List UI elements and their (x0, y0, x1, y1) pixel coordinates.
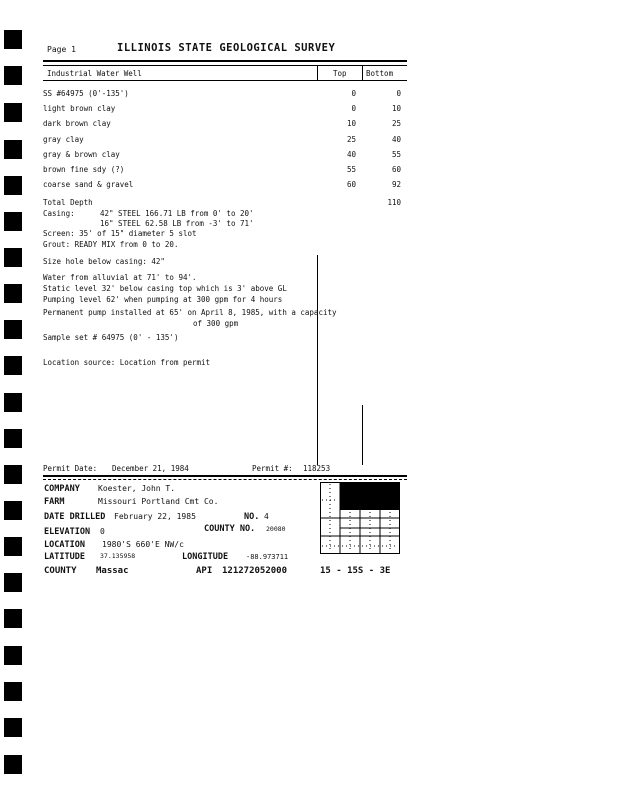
binding-mark (4, 573, 22, 592)
total-depth-value: 110 (387, 198, 401, 207)
table-header-rule (43, 80, 407, 81)
farm-value: Missouri Portland Cmt Co. (98, 497, 219, 506)
binding-mark (4, 284, 22, 303)
casing-label: Casing: (43, 209, 75, 218)
header-rule-thin (43, 65, 407, 66)
elevation-value: 0 (100, 527, 105, 536)
permit-number-label: Permit #: (252, 464, 293, 473)
header-rule (43, 60, 407, 62)
row-bottom: 10 (391, 104, 401, 113)
date-drilled-value: February 22, 1985 (114, 512, 196, 521)
latitude-value: 37.135958 (100, 552, 136, 560)
static-level-note: Static level 32' below casing top which is 3' above GL (43, 284, 287, 293)
total-depth-label: Total Depth (43, 198, 93, 207)
latitude-label: LATITUDE (44, 552, 85, 562)
county-label: COUNTY (44, 566, 77, 576)
row-top: 40 (346, 150, 356, 159)
location-source-note: Location source: Location from permit (43, 358, 211, 367)
col-divider (317, 255, 318, 465)
row-top: 0 (351, 89, 356, 98)
row-desc: gray clay (43, 135, 84, 144)
binding-mark (4, 248, 22, 267)
longitude-label: LONGITUDE (182, 552, 229, 562)
company-value: Koester, John T. (98, 484, 176, 493)
binding-mark (4, 755, 22, 774)
well-type: Industrial Water Well (47, 69, 142, 78)
county-value: Massac (96, 566, 129, 576)
section-grid-lines (320, 482, 400, 554)
binding-mark (4, 429, 22, 448)
row-desc: dark brown clay (43, 119, 111, 128)
row-desc: light brown clay (43, 104, 116, 113)
casing-line: 16" STEEL 62.58 LB from -3' to 71' (100, 219, 254, 228)
row-top: 60 (346, 180, 356, 189)
well-no-label: NO. (244, 512, 260, 522)
col-divider (362, 405, 363, 465)
permit-date-label: Permit Date: (43, 464, 98, 473)
binding-mark (4, 176, 22, 195)
col-divider (362, 65, 363, 81)
row-desc: brown fine sdy (?) (43, 165, 125, 174)
section-township-range: 15 - 15S - 3E (320, 566, 391, 576)
pump-capacity-note: of 300 gpm (193, 319, 239, 328)
footer-rule-dashed (43, 479, 407, 480)
hole-size-note: Size hole below casing: 42" (43, 257, 165, 266)
grout-note: Grout: READY MIX from 0 to 20. (43, 240, 179, 249)
row-top: 0 (351, 104, 356, 113)
row-desc: coarse sand & gravel (43, 180, 134, 189)
row-top: 10 (346, 119, 356, 128)
col-top-header: Top (333, 69, 347, 78)
binding-mark (4, 66, 22, 85)
api-label: API (196, 566, 213, 576)
binding-mark (4, 682, 22, 701)
col-divider (317, 65, 318, 81)
binding-mark (4, 356, 22, 375)
binding-mark (4, 212, 22, 231)
row-top: 25 (346, 135, 356, 144)
binding-mark (4, 609, 22, 628)
permit-number-value: 118253 (303, 464, 331, 473)
api-value: 121272052000 (222, 566, 288, 576)
row-bottom: 55 (391, 150, 401, 159)
page-label: Page 1 (47, 45, 76, 54)
location-label: LOCATION (44, 540, 85, 550)
sample-note: Sample set # 64975 (0' - 135') (43, 333, 179, 342)
row-desc: gray & brown clay (43, 150, 120, 159)
binding-mark (4, 465, 22, 484)
footer-rule (43, 475, 407, 477)
binding-mark (4, 103, 22, 122)
row-bottom: 92 (391, 180, 401, 189)
pump-note: Permanent pump installed at 65' on April 8, 1985, with a capacity (43, 308, 337, 317)
casing-line: 42" STEEL 166.71 LB from 0' to 20' (100, 209, 254, 218)
company-label: COMPANY (44, 484, 80, 494)
county-no-value: 20080 (266, 525, 286, 533)
county-no-label: COUNTY NO. (204, 524, 256, 534)
section-locator-grid (320, 482, 400, 554)
screen-note: Screen: 35' of 15" diameter 5 slot (43, 229, 197, 238)
pumping-level-note: Pumping level 62' when pumping at 300 gpm for 4 hours (43, 295, 283, 304)
permit-date-value: December 21, 1984 (112, 464, 189, 473)
row-bottom: 25 (391, 119, 401, 128)
farm-label: FARM (44, 497, 65, 507)
binding-mark (4, 501, 22, 520)
location-value: 1980'S 660'E NW/c (102, 540, 184, 549)
row-desc: SS #64975 (0'-135') (43, 89, 129, 98)
binding-mark (4, 393, 22, 412)
elevation-label: ELEVATION (44, 527, 91, 537)
row-bottom: 40 (391, 135, 401, 144)
col-bottom-header: Bottom (366, 69, 394, 78)
row-top: 55 (346, 165, 356, 174)
date-drilled-label: DATE DRILLED (44, 512, 106, 522)
well-no-value: 4 (264, 512, 269, 521)
binding-mark (4, 537, 22, 556)
binding-mark (4, 718, 22, 737)
water-source-note: Water from alluvial at 71' to 94'. (43, 273, 197, 282)
row-bottom: 60 (391, 165, 401, 174)
binding-mark (4, 140, 22, 159)
binding-mark (4, 30, 22, 49)
binding-mark (4, 320, 22, 339)
longitude-value: -88.973711 (246, 553, 289, 561)
agency-title: ILLINOIS STATE GEOLOGICAL SURVEY (117, 42, 336, 54)
binding-mark (4, 646, 22, 665)
row-bottom: 0 (396, 89, 401, 98)
